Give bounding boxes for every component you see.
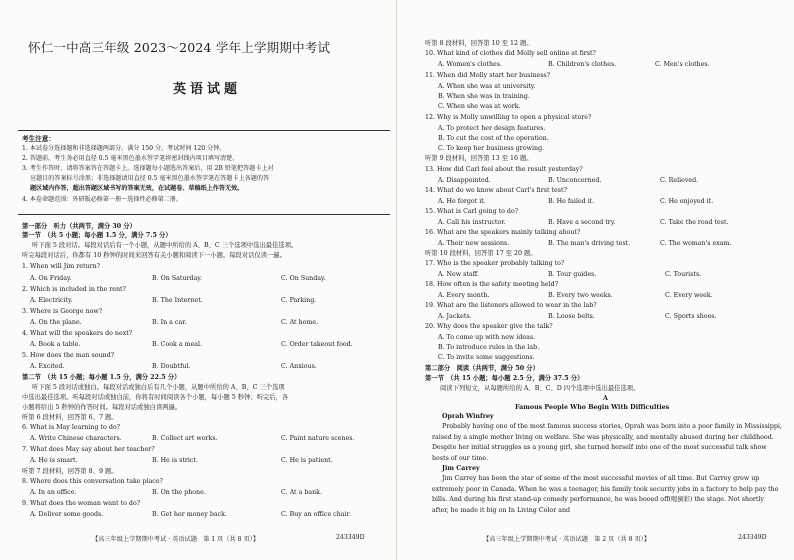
option: C. He is patient.	[281, 457, 333, 464]
question-19: 19. What are the listeners allowed to wear in the lab?	[425, 302, 597, 309]
question-14: 14. What do we know about Carl's first test?	[425, 187, 567, 194]
option: C. Take the road test.	[660, 219, 729, 226]
notice-line: 1. 本试卷分选择题和非选择题两部分。满分 150 分，考试时间 120 分钟。	[22, 145, 226, 152]
paragraph-carrey: Jim Carrey has been the star of some of the most successful movies of all time. But Carrey grew up extremely poor in Canada. When he was a teenager, his family took security jobs in a factory to help pay the bills. And during his first stand-up comedy performance, he was booed off(喝倒彩) the stage. Not shortly after, he made it big on In Living Color and	[432, 475, 779, 514]
option: A. He is smart.	[30, 457, 78, 464]
option: A. Every month.	[438, 292, 490, 299]
reading-section1-heading: 第一节 （共 15 小题；每小题 2.5 分，满分 37.5 分）	[425, 375, 584, 382]
option: C. Anxious.	[281, 363, 317, 370]
option: B. Tour guides.	[548, 271, 597, 278]
option: B. Unconcerned.	[548, 177, 602, 184]
section1-instruction: 听完每段对话后，你都有 10 秒钟的时间来回答有关小题和阅读下一小题。每段对话仅读一遍。	[22, 252, 286, 259]
option: A. On Friday.	[30, 275, 72, 282]
option: C. The woman's exam.	[660, 240, 732, 247]
divider-bottom	[18, 214, 390, 215]
option: C. To keep her business growing.	[438, 145, 545, 152]
option: A. Jackets.	[438, 313, 472, 320]
reading-instruction: 阅读下列短文，从每题所给的 A、B、C、D 四个选项中选出最佳选项。	[440, 385, 640, 392]
material-heading: 听第 10 段材料，回答第 17 至 20 题。	[425, 250, 537, 257]
notice-line: 应题目的答案标号涂黑；非选择题请用直径 0.5 毫米黑色墨水签字笔在答题卡上各题的答	[30, 175, 270, 182]
question-12: 12. Why is Molly unwilling to open a physical store?	[425, 114, 592, 121]
question-15: 15. What is Carl going to do?	[425, 208, 519, 215]
option: B. On Saturday.	[152, 275, 203, 282]
part2-heading: 第二部分 阅读（共两节，满分 50 分）	[425, 365, 539, 372]
question-5: 5. How does the man sound?	[22, 352, 115, 359]
option: A. To come up with new ideas.	[438, 334, 536, 341]
option: C. Paint nature scenes.	[281, 435, 355, 442]
section1-instruction: 听下面 5 段对话。每段对话后有一个小题，从题中所给的 A、B、C 三个选项中选出最佳选项。	[32, 242, 298, 249]
option: B. The Internet.	[152, 297, 203, 304]
passage-title: Famous People Who Begin With Difficulties	[515, 404, 670, 411]
exam-title: 怀仁一中高三年级 2023～2024 学年上学期期中考试	[28, 40, 331, 55]
question-4: 4. What will the speakers do next?	[22, 330, 133, 337]
question-11: 11. When did Molly start her business?	[425, 72, 551, 79]
option: C. At a bank.	[281, 489, 322, 496]
option: C. Tourists.	[665, 271, 702, 278]
subject-title: 英语试题	[173, 82, 242, 97]
option: B. Loose belts.	[548, 313, 595, 320]
passage-letter: A	[603, 395, 608, 402]
page-code: 243349D	[738, 534, 767, 541]
option: A. He forgot it.	[438, 198, 486, 205]
material-heading: 听第 7 段材料，回答第 8、9 题。	[22, 468, 118, 475]
question-17: 17. Who is the speaker probably talking to?	[425, 260, 565, 267]
option: B. Doubtful.	[152, 363, 191, 370]
section2-instruction: 听下面 5 段对话或独白。每段对话或独白后有几个小题，从题中所给的 A、B、C 三个选项	[32, 384, 285, 391]
option: A. Excited.	[30, 363, 65, 370]
option: C. Order takeout food.	[281, 341, 353, 348]
option: C. Buy an office chair.	[281, 511, 351, 518]
question-16: 16. What are the speakers mainly talking about?	[425, 229, 581, 236]
option: B. He is strict.	[152, 457, 198, 464]
page-footer: 【高三年级上学期期中考试 · 英语试题 第 2 页（共 8 页）】	[483, 536, 651, 543]
option: C. Relieved.	[660, 177, 699, 184]
material-heading: 听第 9 段材料，回答第 13 至 16 题。	[425, 155, 533, 162]
option: B. Every two weeks.	[548, 292, 613, 299]
person-heading-oprah: Oprah Winfrey	[442, 413, 494, 420]
option: A. Book a table.	[30, 341, 81, 348]
material-heading: 听第 8 段材料，回答第 10 至 12 题。	[425, 40, 533, 47]
page-code: 243349D	[336, 534, 365, 541]
question-2: 2. Which is included in the rent?	[22, 286, 126, 293]
question-18: 18. How often is the safety meeting held?	[425, 281, 559, 288]
section2-heading: 第二节 （共 15 小题；每小题 1.5 分，满分 22.5 分）	[22, 374, 181, 381]
paragraph-oprah: Probably having one of the most famous success stories, Oprah was born into a poor family in Mississippi, raised by a single mother living on welfare. She was physically, and mentally abused during her childhood. Despite her initial struggles as a young girl, she turned herself into one of the most successful talk show hosts of our time.	[432, 423, 782, 462]
option: A. Call his instructor.	[438, 219, 506, 226]
material-heading: 听第 6 段材料，回答第 6、7 题。	[22, 414, 118, 421]
option: B. In a car.	[152, 319, 187, 326]
option: A. Their new sessions.	[438, 240, 510, 247]
question-20: 20. Why does the speaker give the talk?	[425, 323, 553, 330]
option: C. He enjoyed it.	[660, 198, 714, 205]
section1-heading: 第一节 （共 5 小题；每小题 1.5 分，满分 7.5 分）	[22, 232, 172, 239]
divider-top	[18, 130, 390, 131]
option: C. To invite some suggestions.	[438, 354, 535, 361]
option: A. On the plane.	[30, 319, 82, 326]
notice-line: 3. 考生作答时，请将答案答在答题卡上。选择题每小题选出答案后，用 2B 铅笔把答题卡上对	[22, 165, 274, 172]
option: A. Deliver some goods.	[30, 511, 104, 518]
notice-line: 题区域内作答，超出答题区域书写的答案无效，在试题卷、草稿纸上作答无效。	[30, 185, 244, 192]
option: A. New staff.	[438, 271, 479, 278]
option: C. Parking.	[281, 297, 317, 304]
option: B. To cut the cost of the operation.	[438, 135, 549, 142]
option: A. To protect her design features.	[438, 125, 546, 132]
question-10: 10. What kind of clothes did Molly sell online at first?	[425, 50, 596, 57]
option: B. On the phone.	[152, 489, 206, 496]
option: C. When she was at work.	[438, 103, 521, 110]
option: B. Children's clothes.	[548, 61, 617, 68]
option: A. Electricity.	[30, 297, 73, 304]
option: A. Disappointed.	[438, 177, 491, 184]
question-9: 9. What does the woman want to do?	[22, 500, 141, 507]
question-3: 3. Where is George now?	[22, 308, 103, 315]
question-6: 6. What is May learning to do?	[22, 424, 121, 431]
notice-line: 2. 答题前，考生务必用直径 0.5 毫米黑色墨水签字笔将密封线内项目填写清楚。	[22, 155, 239, 162]
section2-instruction: 中选出最佳选项。听每段对话或独白前，你将有时间阅读各个小题，每小题 5 秒钟；听完后，各	[22, 394, 289, 401]
option: B. To introduce rules in the lab.	[438, 344, 540, 351]
option: A. Write Chinese characters.	[30, 435, 122, 442]
option: A. Women's clothes.	[438, 61, 502, 68]
question-13: 13. How did Carl feel about the result yesterday?	[425, 166, 583, 173]
option: B. When she was in training.	[438, 93, 530, 100]
option: C. Every week.	[665, 292, 713, 299]
section2-instruction: 小题将给出 5 秒钟的作答时间。每段对话或独白读两遍。	[22, 404, 182, 411]
option: B. He failed it.	[548, 198, 595, 205]
notice-line: 4. 本卷命题范围：外研版必修第一册～选择性必修第二册。	[22, 196, 183, 203]
option: C. At home.	[281, 319, 319, 326]
option: B. Collect art works.	[152, 435, 218, 442]
option: C. Sports shoes.	[665, 313, 717, 320]
option: A. In an office.	[30, 489, 77, 496]
question-1: 1. When will Jim return?	[22, 263, 101, 270]
question-7: 7. What does May say about her teacher?	[22, 446, 155, 453]
question-8: 8. Where does this conversation take place?	[22, 478, 163, 485]
option: C. Men's clothes.	[655, 61, 710, 68]
option: B. Get her money back.	[152, 511, 227, 518]
part1-heading: 第一部分 听力（共两节，满分 30 分）	[22, 223, 136, 230]
notice-header: 考生注意：	[22, 135, 55, 143]
option: A. When she was at university.	[438, 83, 536, 90]
page-footer: 【高三年级上学期期中考试 · 英语试题 第 1 页（共 8 页）】	[92, 536, 260, 543]
option: B. The man's driving test.	[548, 240, 631, 247]
option: C. On Sunday.	[281, 275, 326, 282]
person-heading-carrey: Jim Carrey	[442, 465, 480, 472]
option: B. Cook a meal.	[152, 341, 203, 348]
option: B. Have a second try.	[548, 219, 616, 226]
